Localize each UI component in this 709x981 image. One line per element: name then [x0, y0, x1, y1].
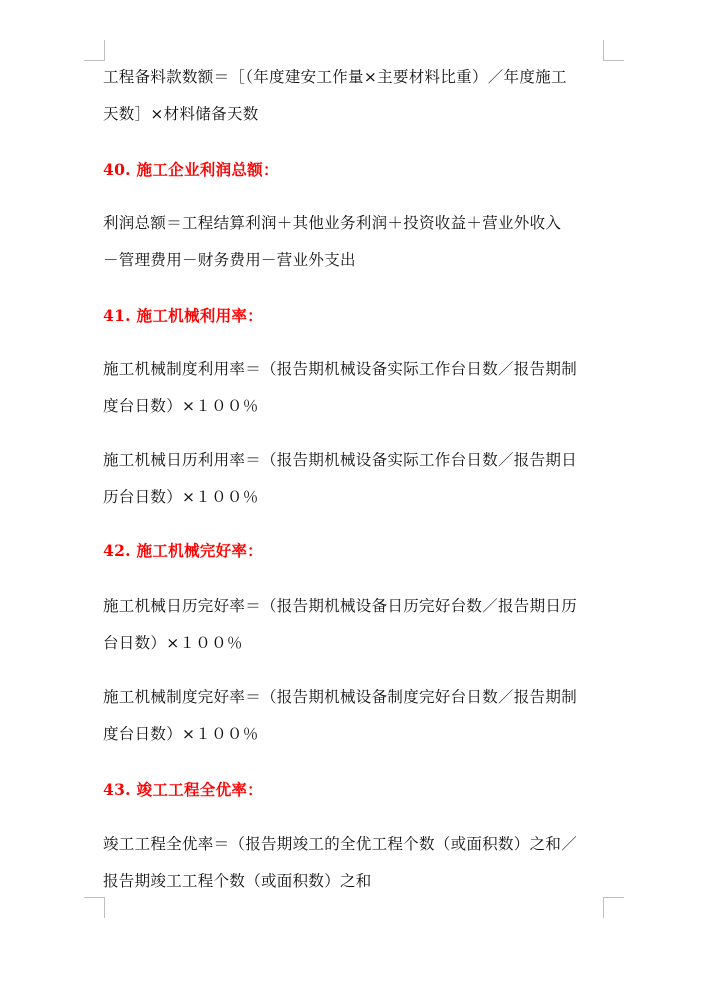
- paragraph-line: 施工机械日历完好率＝（报告期机械设备日历完好台数／报告期日历: [103, 597, 578, 615]
- crop-mark-top-right: [603, 40, 624, 61]
- paragraph-line: 天数］×材料储备天数: [103, 105, 259, 123]
- paragraph-line: 报告期竣工工程个数（或面积数）之和: [103, 872, 372, 890]
- section-heading: 42. 施工机械完好率：: [103, 541, 263, 560]
- paragraph-line: 竣工工程全优率＝（报告期竣工的全优工程个数（或面积数）之和／: [103, 835, 578, 853]
- paragraph-line: 施工机械日历利用率＝（报告期机械设备实际工作台日数／报告期日: [103, 451, 578, 469]
- crop-mark-bottom-right: [603, 897, 624, 918]
- paragraph-line: 工程备料款数额＝［（年度建安工作量×主要材料比重）／年度施工: [103, 68, 567, 86]
- paragraph-line: 度台日数）×１００％: [103, 397, 259, 415]
- section-heading: 43. 竣工工程全优率：: [103, 780, 263, 799]
- paragraph-line: 历台日数）×１００％: [103, 488, 259, 506]
- crop-mark-top-left: [84, 40, 105, 61]
- paragraph-line: 施工机械制度完好率＝（报告期机械设备制度完好台日数／报告期制: [103, 688, 578, 706]
- section-heading: 40. 施工企业利润总额：: [103, 160, 279, 179]
- paragraph-line: 度台日数）×１００％: [103, 725, 259, 743]
- crop-mark-bottom-left: [84, 897, 105, 918]
- paragraph-line: 利润总额＝工程结算利润＋其他业务利润＋投资收益＋营业外收入: [103, 214, 562, 232]
- paragraph-line: 台日数）×１００％: [103, 634, 243, 652]
- paragraph-line: 施工机械制度利用率＝（报告期机械设备实际工作台日数／报告期制: [103, 360, 578, 378]
- section-heading: 41. 施工机械利用率：: [103, 306, 263, 325]
- paragraph-line: －管理费用－财务费用－营业外支出: [103, 251, 356, 269]
